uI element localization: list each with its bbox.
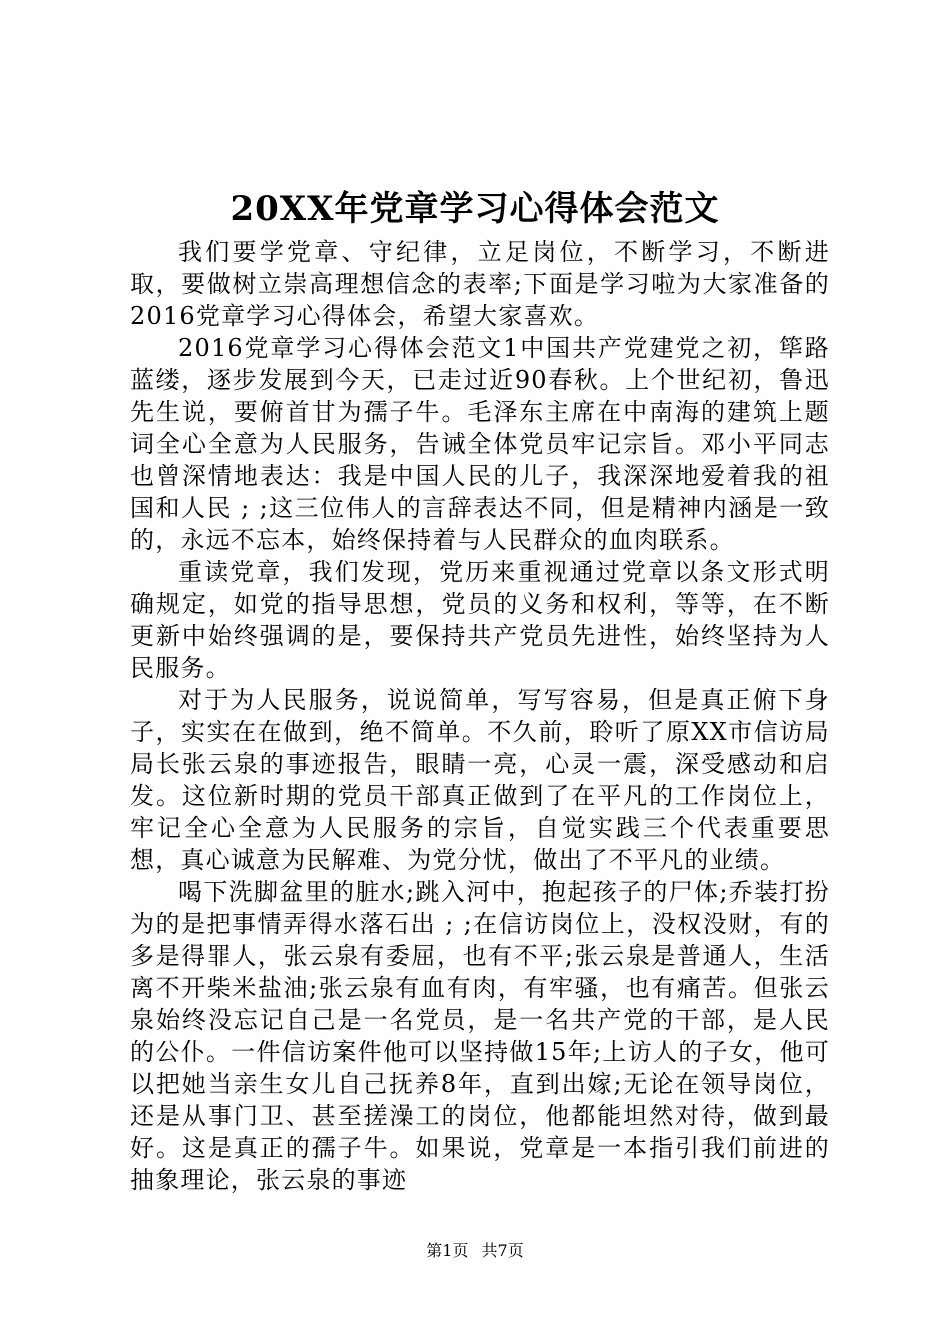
document-title: 20XX年党章学习心得体会范文 xyxy=(230,189,720,229)
paragraph-5: 喝下洗脚盆里的脏水;跳入河中，抱起孩子的尸体;乔装打扮为的是把事情弄得水落石出 ; ;在信访岗位上，没权没财，有的多是得罪人，张云泉有委屈，也有不平;张云泉是普通人，生活离不开柴米盐油;张云泉有血有肉，有牢骚，也有痛苦。但张云泉始终没忘记自己是一名党员，是一名共产党的干部，是人民的公仆。一件信访案件他可以坚持做15年;上访人的子女，他可以把她当亲生女儿自己抚养8年，直到出嫁;无论在领导岗位，还是从事门卫、甚至搓澡工的岗位，他都能坦然对待，做到最好。这是真正的孺子牛。如果说，党章是一本指引我们前进的抽象理论，张云泉的事迹 xyxy=(130,878,830,1194)
paragraph-4: 对于为人民服务，说说简单，写写容易，但是真正俯下身子，实实在在做到，绝不简单。不久前，聆听了原XX市信访局局长张云泉的事迹报告，眼睛一亮，心灵一震，深受感动和启发。这位新时期的党员干部真正做到了在平凡的工作岗位上，牢记全心全意为人民服务的宗旨，自觉实践三个代表重要思想，真心诚意为民解难、为党分忧，做出了不平凡的业绩。 xyxy=(130,686,830,874)
page-footer xyxy=(0,1240,950,1262)
paragraph-2: 2016党章学习心得体会范文1中国共产党建党之初，筚路蓝缕，逐步发展到今天，已走过近90春秋。上个世纪初，鲁迅先生说，要俯首甘为孺子牛。毛泽东主席在中南海的建筑上题词全心全意为人民服务，告诫全体党员牢记宗旨。邓小平同志也曾深情地表达：我是中国人民的儿子，我深深地爱着我的祖国和人民 ; ;这三位伟人的言辞表达不同，但是精神内涵是一致的，永远不忘本，始终保持着与人民群众的血肉联系。 xyxy=(130,334,830,554)
page-number: 第1页 xyxy=(426,1241,469,1260)
page-total: 共7页 xyxy=(481,1241,524,1260)
paragraph-3: 重读党章，我们发现，党历来重视通过党章以条文形式明确规定，如党的指导思想，党员的义务和权利，等等，在不断更新中始终强调的是，要保持共产党员先进性，始终坚持为人民服务。 xyxy=(130,558,830,682)
document-body xyxy=(130,236,830,1196)
paragraph-1: 我们要学党章、守纪律，立足岗位，不断学习，不断进取，要做树立崇高理想信念的表率;下面是学习啦为大家准备的2016党章学习心得体会，希望大家喜欢。 xyxy=(130,238,830,330)
